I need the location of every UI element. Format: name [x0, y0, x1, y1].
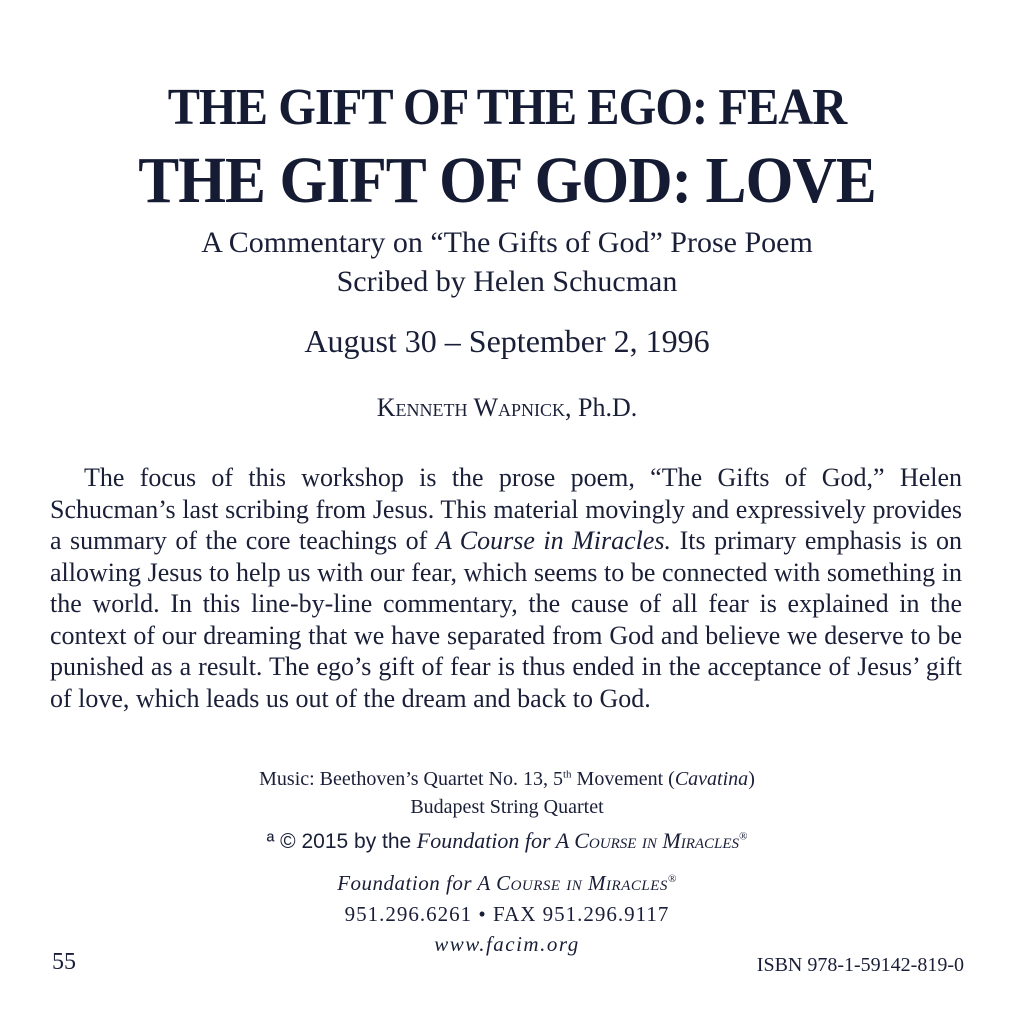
music-piece-name: Cavatina	[674, 768, 749, 790]
music-close: )	[748, 768, 755, 790]
copyright-mark: ª © 2015 by the	[266, 830, 412, 853]
publisher-phone: 951.296.6261 • FAX 951.296.9117	[344, 902, 670, 926]
music-prefix: Music: Beethoven’s Quartet No. 13, 5	[259, 768, 563, 790]
performer-credit: Budapest String Quartet	[410, 796, 604, 818]
description-part-1: The focus of this workshop is the prose poem, “The Gifts of God,” Helen Schucman’s last scribing from Jesus. This material movingly and expressively provides a summary of the core teachings of	[50, 463, 962, 555]
title-line-1: THE GIFT OF THE EGO: FEAR	[167, 79, 847, 136]
course-title: A Course in Miracles.	[435, 526, 672, 555]
music-movement: Movement (	[571, 768, 675, 790]
publisher-name-b: Course in Miracles	[496, 871, 668, 895]
author-line	[0, 392, 1014, 424]
publisher-name-a: Foundation for A	[337, 871, 497, 895]
subtitle-line-2: Scribed by Helen Schucman	[336, 265, 678, 298]
isbn: ISBN 978-1-59142-819-0	[756, 954, 964, 976]
page-number: 55	[52, 949, 76, 975]
copyright-org-a: Foundation for A	[416, 828, 575, 853]
publisher-name	[0, 870, 1014, 896]
registered-mark: ®	[739, 830, 748, 843]
title-line-2: THE GIFT OF GOD: LOVE	[138, 144, 876, 217]
author-name: Kenneth Wapnick	[376, 393, 566, 422]
publisher-website: www.facim.org	[434, 932, 580, 956]
copyright-org	[417, 828, 739, 853]
workshop-date: August 30 – September 2, 1996	[304, 323, 710, 359]
copyright-org-b: Course in Miracles	[574, 828, 740, 853]
publisher-registered-mark: ®	[667, 873, 677, 885]
music-credit	[0, 766, 1014, 792]
music-superscript: th	[562, 768, 572, 781]
subtitle-line-1: A Commentary on “The Gifts of God” Prose Poem	[201, 226, 813, 259]
author-suffix: , Ph.D.	[565, 393, 638, 422]
description-part-2: Its primary emphasis is on allowing Jesus to help us with our fear, which seems to be connected with something in the world. In this line-by-line commentary, the cause of all fear is explained in the context of our dreaming that we have separated from God and believe we deserve to be punished as a result. The ego’s gift of fear is thus ended in the acceptance of Jesus’ gift of love, which leads us out of the dream and back to God.	[50, 526, 962, 713]
description-paragraph	[50, 462, 962, 714]
copyright-line	[0, 828, 1014, 855]
